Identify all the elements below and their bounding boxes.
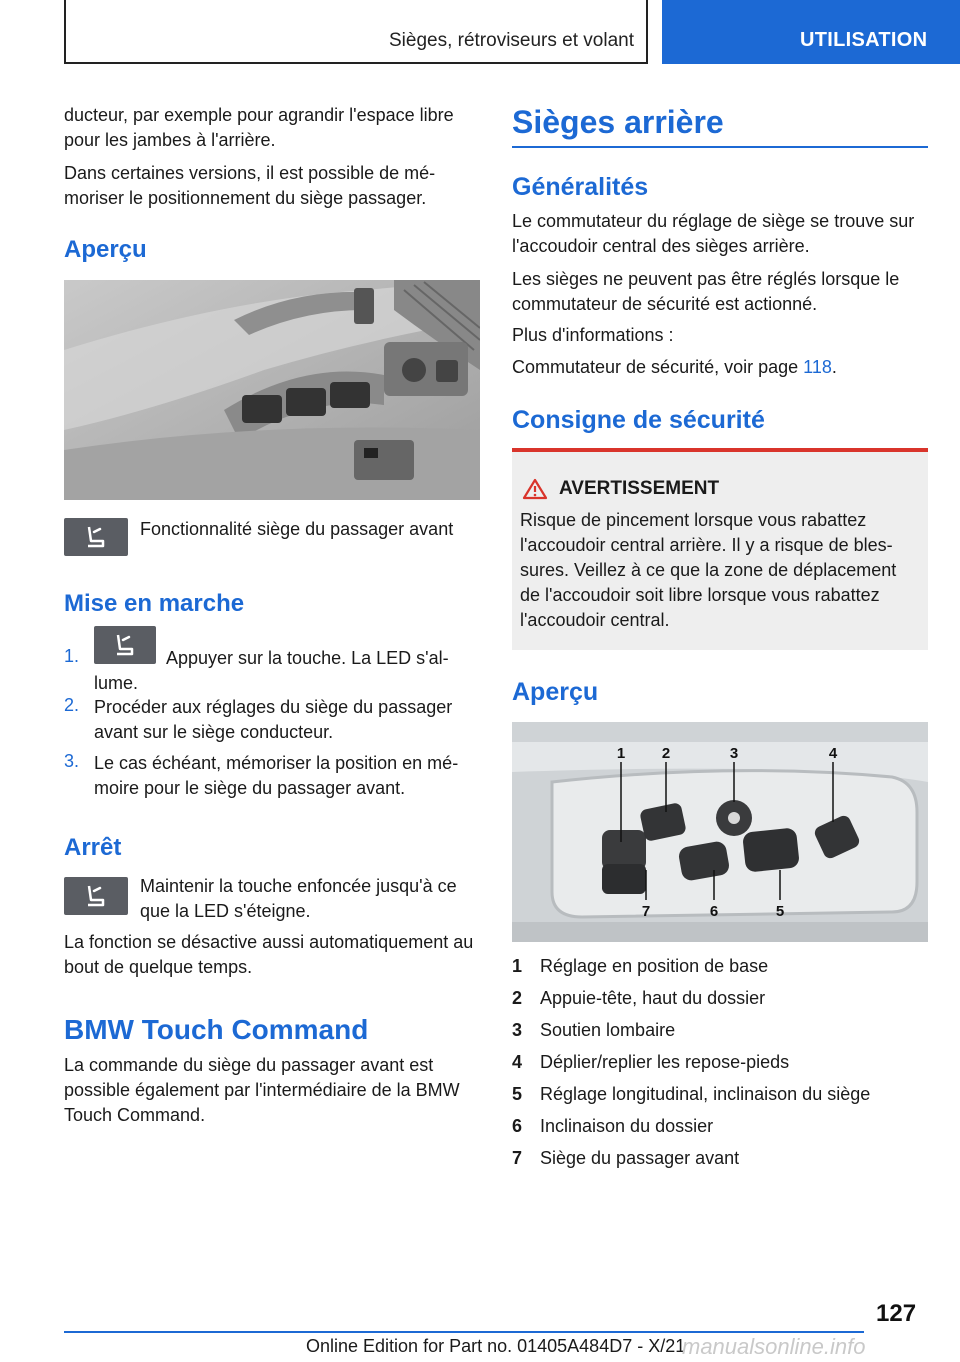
header-title-box	[64, 0, 648, 64]
figure-legend	[512, 950, 932, 1174]
footer-rule	[64, 1331, 864, 1333]
callout-2: 2	[661, 745, 671, 762]
seat-passenger-icon	[82, 883, 110, 909]
arret-text: Maintenir la touche enfoncée jusqu'à ce que la LED s'éteigne.	[140, 876, 457, 921]
step-number: 2.	[64, 695, 80, 715]
step-text: Procéder aux réglages du siège du passager avant sur le siège conducteur.	[94, 697, 453, 742]
page-number: 127	[876, 1300, 917, 1327]
key-caption: Fonctionnalité siège du passager avant	[140, 519, 454, 539]
step-number: 1.	[64, 646, 80, 666]
callout-5: 5	[775, 903, 785, 920]
arret-heading: Arrêt	[64, 834, 122, 861]
legend-item: 4 Déplier/replier les repose-pieds	[512, 1052, 790, 1072]
seat-passenger-key	[64, 877, 128, 915]
generalites-p3: Plus d'informations :	[512, 325, 674, 345]
warning-box	[512, 448, 928, 650]
door-panel-photo	[64, 280, 480, 500]
heading-rule	[512, 146, 928, 148]
callout-6: 6	[709, 903, 719, 920]
list-item	[64, 694, 484, 751]
apercu-heading-right: Aperçu	[512, 678, 599, 706]
footer-edition: Online Edition for Part no. 01405A484D7 - X/21	[306, 1336, 686, 1356]
intro-paragraph-2: Dans certaines versions, il est possible de mémoriser le positionnement du siège passager.	[64, 163, 436, 208]
safety-heading: Consigne de sécurité	[512, 406, 765, 434]
seat-controls-figure	[512, 722, 928, 942]
callout-7: 7	[641, 903, 651, 920]
generalites-heading: Généralités	[512, 173, 649, 201]
seat-passenger-key	[64, 518, 128, 556]
warning-triangle-icon	[522, 478, 548, 500]
callout-3: 3	[729, 745, 739, 762]
legend-item: 7 Siège du passager avant	[512, 1148, 740, 1168]
crossref-prefix: Commutateur de sécurité, voir page	[512, 357, 804, 377]
steps-list	[64, 626, 484, 811]
legend-item: 2 Appuie-tête, haut du dossier	[512, 988, 766, 1008]
step-number: 3.	[64, 751, 80, 771]
step-text: Appuyer sur la touche. La LED s'allume.	[94, 648, 449, 693]
callout-4: 4	[828, 745, 838, 762]
header-tab: UTILISATION	[662, 0, 960, 64]
arret-paragraph: La fonction se désactive aussi automatiquement au bout de quelque temps.	[64, 932, 474, 977]
page-link[interactable]: 118	[803, 357, 832, 377]
warning-text: Risque de pincement lorsque vous rabattez l'accoudoir central arrière. Il y a risque de blessures. Veillez à ce que la zone de déplacement de l'accoudoir soit libre lorsque vous rabattez l'accoudoir central.	[520, 510, 897, 630]
footer-watermark: manualsonline.info	[682, 1334, 866, 1359]
legend-item: 5 Réglage longitudinal, inclinaison du siège	[512, 1084, 871, 1104]
touch-command-heading: BMW Touch Command	[64, 1014, 369, 1045]
header-section-title: Sièges, rétroviseurs et volant	[388, 30, 634, 51]
step-text: Le cas échéant, mémoriser la position en mémoire pour le siège du passager avant.	[94, 753, 459, 798]
mise-en-marche-heading: Mise en marche	[64, 590, 245, 617]
apercu-heading-left: Aperçu	[64, 236, 147, 263]
legend-item: 6 Inclinaison du dossier	[512, 1116, 714, 1136]
legend-item: 1 Réglage en position de base	[512, 956, 769, 976]
seat-passenger-icon	[82, 524, 110, 550]
legend-item: 3 Soutien lombaire	[512, 1020, 676, 1040]
list-item	[64, 751, 484, 811]
list-item	[64, 626, 484, 694]
intro-paragraph-1: ducteur, par exemple pour agrandir l'espace libre pour les jambes à l'arrière.	[64, 105, 454, 150]
warning-title: AVERTISSEMENT	[559, 478, 720, 499]
touch-command-text: La commande du siège du passager avant est possible également par l'intermédiaire de la BMW Touch Command.	[64, 1055, 460, 1125]
callout-1: 1	[616, 745, 626, 762]
main-heading: Sièges arrière	[512, 104, 724, 140]
generalites-p4	[512, 355, 930, 380]
crossref-suffix: .	[831, 357, 837, 377]
generalites-p2: Les sièges ne peuvent pas être réglés lorsque le commutateur de sécurité est actionné.	[512, 269, 900, 314]
generalites-p1: Le commutateur du réglage de siège se trouve sur l'accoudoir central des sièges arrière.	[512, 211, 915, 256]
